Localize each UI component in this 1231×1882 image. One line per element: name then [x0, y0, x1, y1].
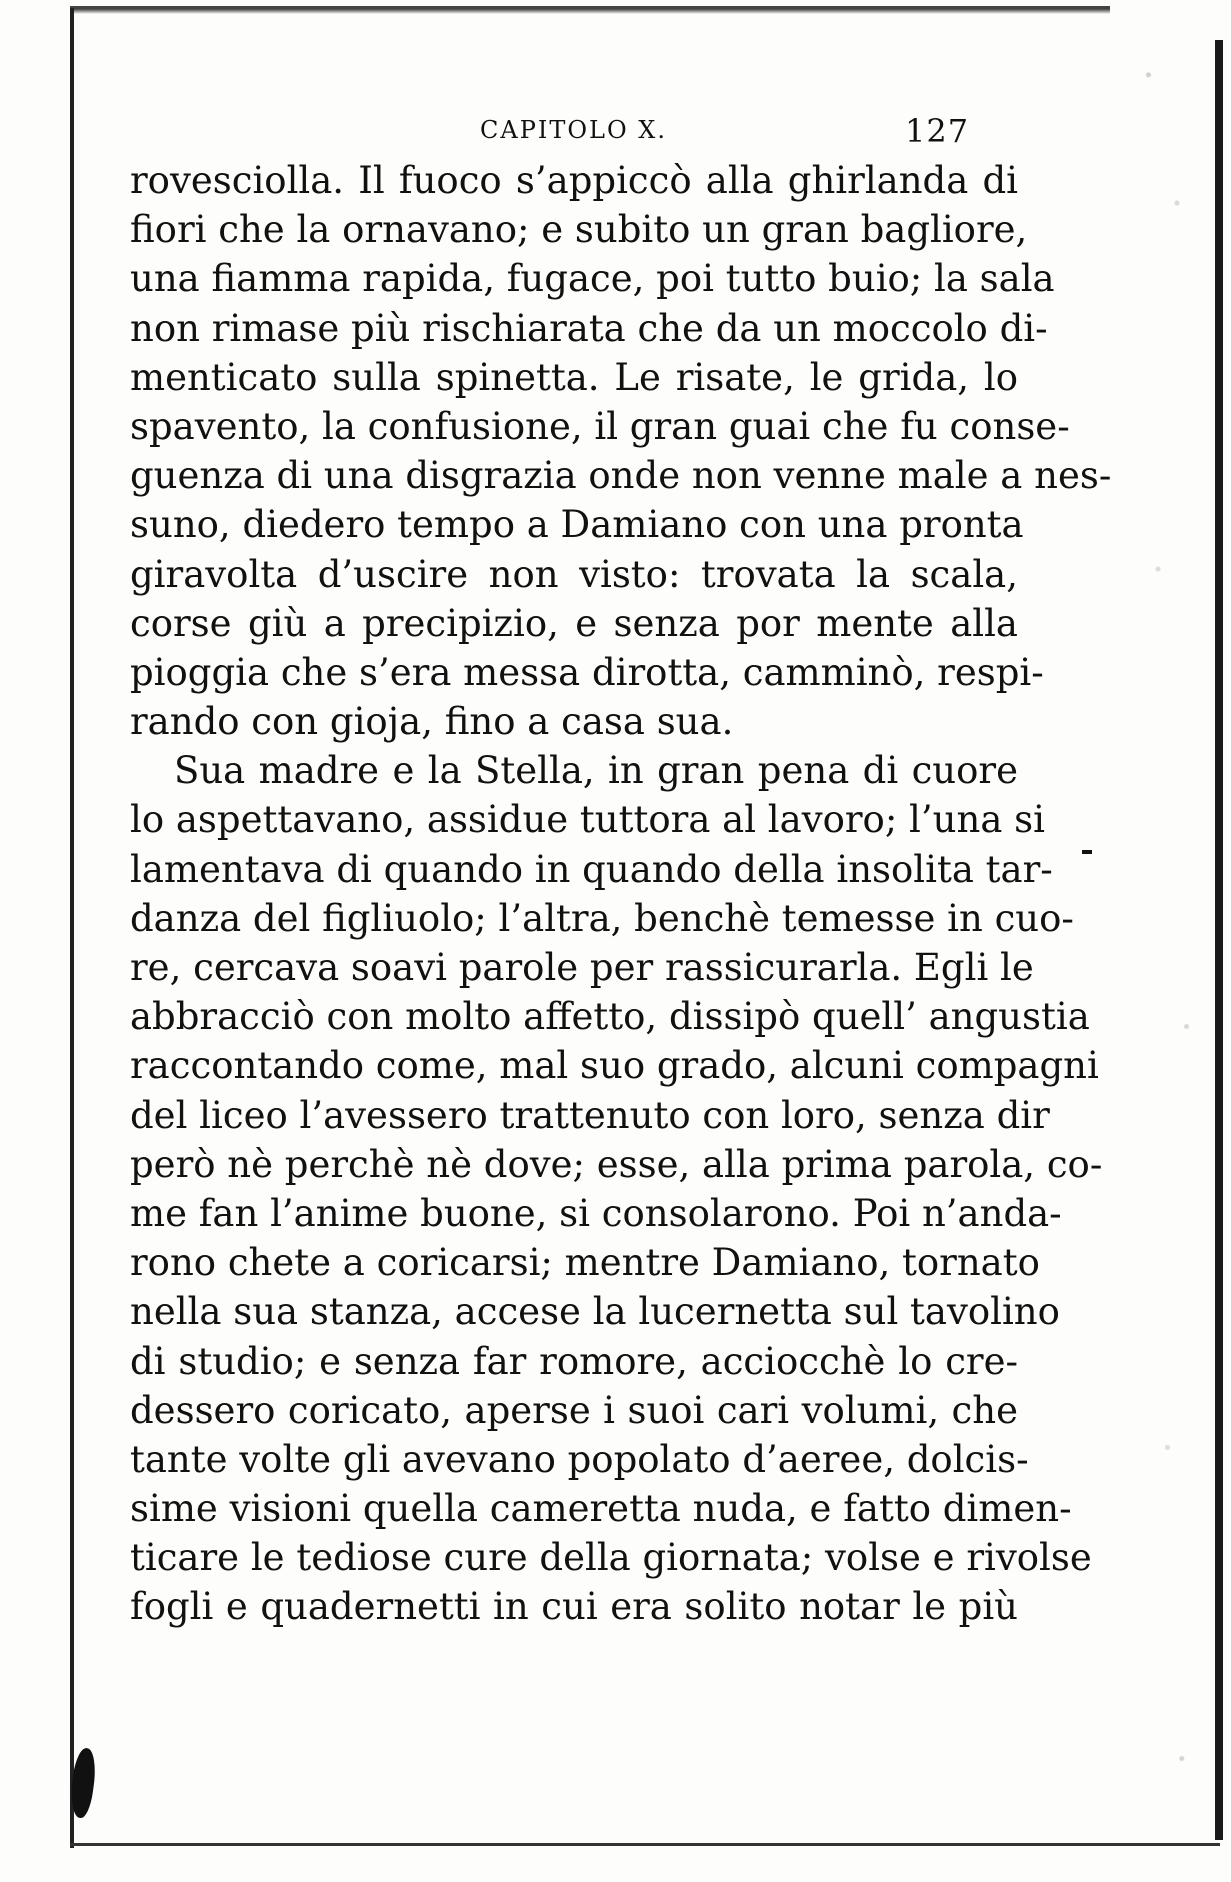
text-line: però nè perchè nè dove; esse, alla prima parola, co- [130, 1142, 1103, 1186]
running-head: CAPITOLO X. [480, 116, 667, 144]
text-line: fogli e quadernetti in cui era solito notar le più [130, 1585, 1018, 1629]
margin-mark [1082, 850, 1092, 854]
scan-edge-right [1215, 40, 1223, 1840]
text-line: spavento, la confusione, il gran guai che fu conse- [130, 404, 1070, 448]
body-text [130, 156, 1112, 1632]
page-header [480, 112, 1000, 156]
text-line: non rimase più rischiarata che da un moccolo di- [130, 306, 1048, 350]
text-line: me fan l’anime buone, si consolarono. Poi n’anda- [130, 1191, 1062, 1235]
scan-edge-bottom [70, 1843, 1220, 1846]
text-line: lo aspettavano, assidue tuttora al lavoro; l’una si [130, 798, 1045, 842]
scan-edge-left [70, 8, 74, 1848]
text-line: menticato sulla spinetta. Le risate, le grida, lo [130, 355, 1018, 399]
text-line: raccontando come, mal suo grado, alcuni compagni [130, 1044, 1099, 1088]
text-line: nella sua stanza, accese la lucernetta sul tavolino [130, 1290, 1060, 1334]
text-line: pioggia che s’era messa dirotta, camminò, respi- [130, 650, 1044, 694]
text-line: suno, diedero tempo a Damiano con una pronta [130, 503, 1024, 547]
text-line: Sua madre e la Stella, in gran pena di cuore [174, 749, 1018, 793]
text-line: rando con gioja, fino a casa sua. [130, 700, 734, 744]
text-line: corse giù a precipizio, e senza por mente alla [130, 601, 1018, 645]
text-line: del liceo l’avessero trattenuto con loro, senza dir [130, 1093, 1050, 1137]
scan-edge-top [70, 6, 1110, 14]
text-line: guenza di una disgrazia onde non venne male a nes- [130, 454, 1112, 498]
text-line: ticare le tediose cure della giornata; volse e rivolse [130, 1536, 1092, 1580]
text-line: abbracciò con molto affetto, dissipò quell’ angustia [130, 995, 1090, 1039]
text-line: tante volte gli avevano popolato d’aeree, dolcis- [130, 1437, 1029, 1481]
page-number: 127 [905, 112, 970, 150]
text-line: giravolta d’uscire non visto: trovata la scala, [130, 552, 1018, 596]
text-line: rono chete a coricarsi; mentre Damiano, tornato [130, 1241, 1040, 1285]
text-line: lamentava di quando in quando della insolita tar- [130, 847, 1053, 891]
text-line: sime visioni quella cameretta nuda, e fatto dimen- [130, 1487, 1072, 1531]
scan-speckle-noise [1120, 20, 1215, 1850]
text-line: re, cercava soavi parole per rassicurarla. Egli le [130, 946, 1034, 989]
text-line: fiori che la ornavano; e subito un gran bagliore, [130, 208, 1028, 252]
text-line: dessero coricato, aperse i suoi cari volumi, che [130, 1388, 1018, 1432]
text-line: di studio; e senza far romore, acciocchè lo cre- [130, 1339, 1018, 1383]
text-line: una fiamma rapida, fugace, poi tutto buio; la sala [130, 257, 1055, 301]
text-line: danza del figliuolo; l’altra, benchè temesse in cuo- [130, 896, 1074, 940]
text-line: rovesciolla. Il fuoco s’appiccò alla ghirlanda di [130, 159, 1018, 202]
